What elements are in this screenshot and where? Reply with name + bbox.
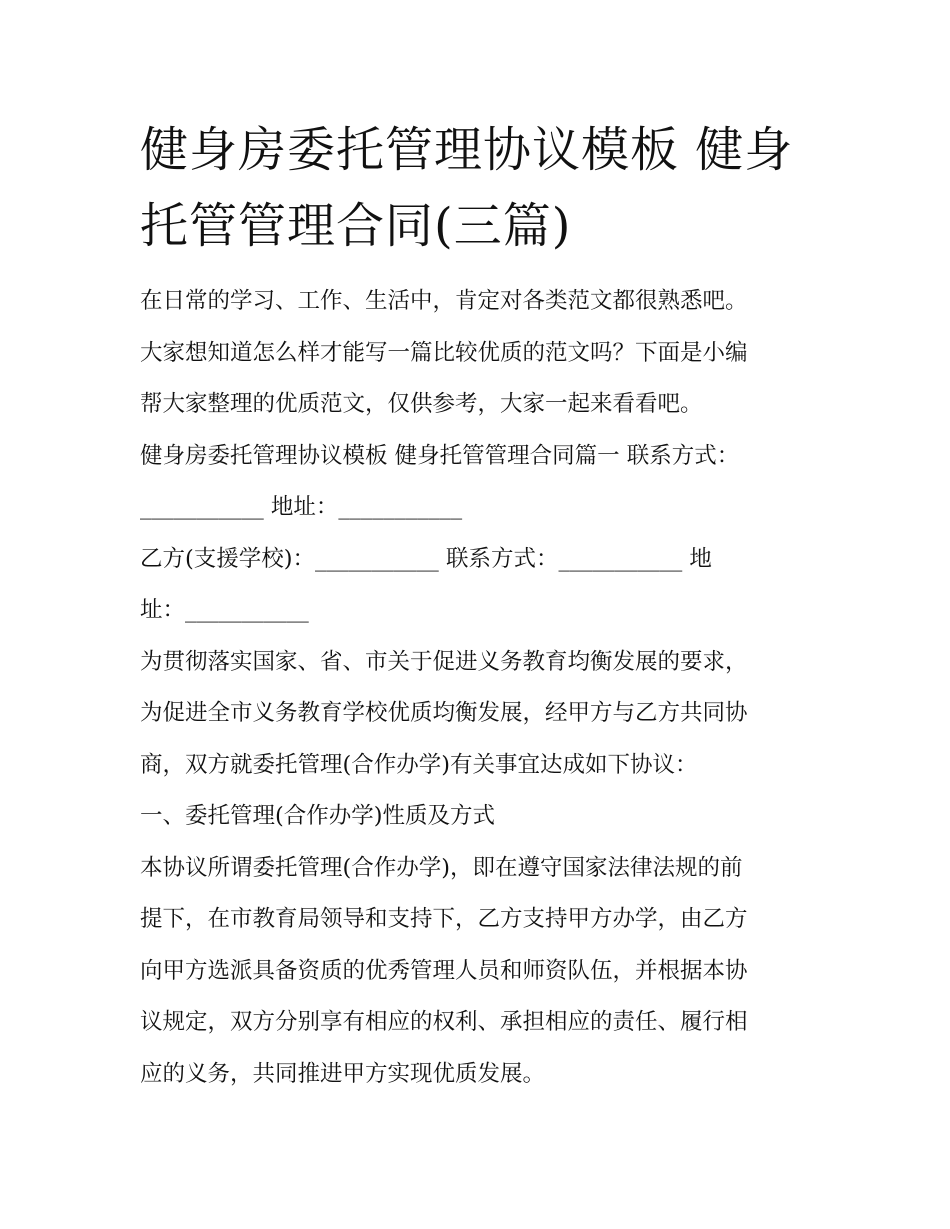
title-line: 健身房委托管理协议模板 健身 (140, 122, 794, 178)
body-line: 健身房委托管理协议模板 健身托管管理合同篇一 联系方式： (140, 442, 740, 469)
body-line: ___________ 地址：___________ (140, 494, 463, 520)
body-line: 址：___________ (140, 597, 309, 623)
body-line: 乙方(支援学校)：___________ 联系方式：___________ 地 (140, 545, 712, 572)
body-line: 在日常的学习、工作、生活中，肯定对各类范文都很熟悉吧。 (140, 288, 748, 314)
body-line: 帮大家整理的优质范文，仅供参考，大家一起来看看吧。 (140, 391, 703, 417)
body-line: 为促进全市义务教育学校优质均衡发展，经甲方与乙方共同协 (140, 700, 748, 726)
title-line: 托管管理合同(三篇) (140, 198, 572, 254)
body-line: 应的义务，共同推进甲方实现优质发展。 (140, 1060, 546, 1087)
body-line: 大家想知道怎么样才能写一篇比较优质的范文吗？下面是小编 (140, 339, 748, 366)
body-line: 议规定，双方分别享有相应的权利、承担相应的责任、履行相 (140, 1009, 748, 1035)
document-title (140, 112, 830, 264)
body-line: 提下，在市教育局领导和支持下，乙方支持甲方办学，由乙方 (140, 906, 748, 932)
body-line: 商，双方就委托管理(合作办学)有关事宜达成如下协议： (140, 751, 698, 778)
document-body (140, 276, 830, 1100)
body-line: 向甲方选派具备资质的优秀管理人员和师资队伍，并根据本协 (140, 957, 748, 984)
body-line: 本协议所谓委托管理(合作办学)，即在遵守国家法律法规的前 (140, 854, 743, 881)
body-line: 为贯彻落实国家、省、市关于促进义务教育均衡发展的要求， (140, 648, 748, 675)
section-heading: 一、委托管理(合作办学)性质及方式 (140, 803, 496, 829)
